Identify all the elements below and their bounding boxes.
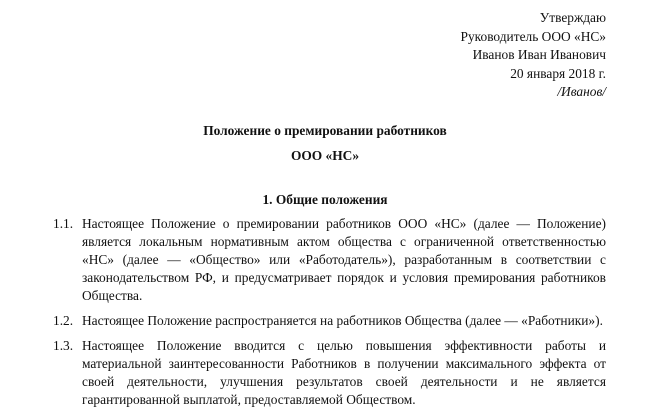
approval-date: 20 января 2018 г. [510,65,606,81]
section-items [53,215,606,416]
section-title: 1. Общие положения [262,192,388,207]
approver-name: Иванов Иван Иванович [472,47,606,62]
organization-name: ООО «НС» [290,148,360,163]
item-text: Настоящее Положение распространяется на работников Общества (далее — «Работники»). [82,313,603,328]
item-number: 1.2. [53,313,74,328]
item-number: 1.1. [53,216,74,231]
item-text: Настоящее Положение о премировании работников ООО «НС» (далее — Положение) является локальным нормативным актом общества с ограниченной ответственностью «НС» (далее — «Общество» или «Работодатель»), разработанным в соответствии с законодательством РФ, и предусматривает порядок и условия премирования работников Общества. [82,216,606,303]
item-number: 1.3. [53,338,74,353]
approval-block [461,9,606,102]
item-text: Настоящее Положение вводится с целью повышения эффективности работы и материальной заинтересованности Работников в получении максимального эффекта от своей деятельности, улучшения результатов своей деятельности и не является гарантированной выплатой, предоставляемой Обществом. [82,338,606,407]
approver-position: Руководитель ООО «НС» [460,28,606,44]
document-title: Положение о премировании работников [203,123,447,138]
list-item [53,215,606,305]
list-item [53,312,606,330]
approval-label: Утверждаю [539,10,606,25]
signature: /Иванов/ [557,84,606,99]
list-item [53,337,606,409]
